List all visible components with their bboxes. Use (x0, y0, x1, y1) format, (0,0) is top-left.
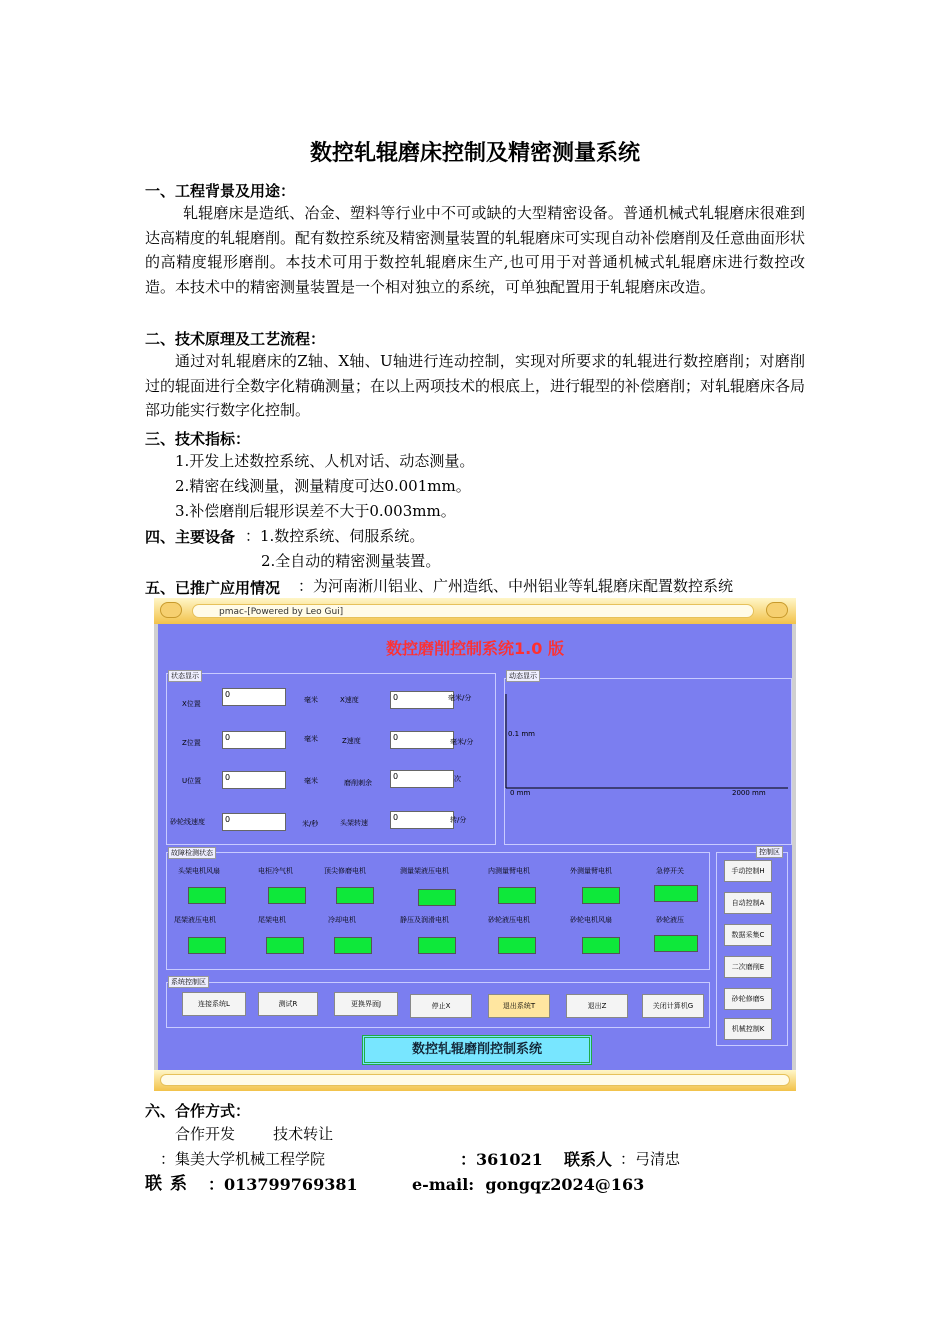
unit-label: 毫米 (304, 735, 318, 743)
fault-label: 砂轮液压电机 (488, 916, 530, 924)
data-collect-button[interactable]: 数据采集C (724, 924, 772, 946)
unit-label: 转/分 (450, 816, 467, 824)
fault-label: 测量架液压电机 (400, 867, 449, 875)
status-led (188, 887, 226, 904)
z-speed-field[interactable]: 0 (390, 731, 454, 749)
fault-label: 砂轮液压 (656, 916, 684, 924)
grind-remaining-label: 磨削刺余 (344, 779, 372, 787)
right-edge (792, 624, 796, 1091)
status-led (498, 937, 536, 954)
status-led (266, 937, 304, 954)
x-speed-field[interactable]: 0 (390, 691, 454, 709)
spec-item: 1.开发上述数控系统、人机对话、动态测量。 (175, 452, 475, 470)
status-group-label: 状态显示 (168, 670, 202, 682)
mechanical-control-button[interactable]: 机械控制K (724, 1018, 772, 1040)
status-led (268, 887, 306, 904)
wheel-speed-label: 砂轮线速度 (170, 818, 205, 826)
fault-label: 内测量臂电机 (488, 867, 530, 875)
x-position-label: X位置 (182, 700, 201, 708)
section-1-body: 轧辊磨床是造纸、冶金、塑料等行业中不可或缺的大型精密设备。普通机械式轧辊磨床很难到达高精度的轧辊磨削。配有数控系统及精密测量装置的轧辊磨床可实现自动补偿磨削及任意曲面形状的高精度辊形磨削。本技术可用于数控轧辊磨床生产,也可用于对普通机械式轧辊磨床进行数控改造。本技术中的精密测量装置是一个相对独立的系统，可单独配置用于轧辊磨床改造。 (145, 204, 806, 296)
fault-label: 静压及润滑电机 (400, 916, 449, 924)
contact-email: e-mail: gongqz2024@163 (412, 1175, 645, 1194)
wheel-speed-field[interactable]: 0 (222, 813, 286, 831)
contact-address: ：集美大学机械工程学院 (160, 1150, 326, 1168)
status-led (334, 937, 372, 954)
section-6-body: 合作开发 技术转让 (175, 1125, 334, 1143)
u-position-field[interactable]: 0 (222, 771, 286, 789)
fault-group-label: 故障检测状态 (168, 847, 216, 859)
plot-y-label: 0.1 mm (508, 730, 535, 738)
status-led (654, 935, 698, 952)
test-button[interactable]: 测试R (258, 992, 318, 1016)
contact-label: 联系 (145, 1174, 195, 1194)
status-led (188, 937, 226, 954)
manual-control-button[interactable]: 手动控制H (724, 860, 772, 882)
status-bar (154, 1070, 796, 1091)
page-title: 数控轧辊磨床控制及精密测量系统 (309, 141, 640, 166)
status-led (498, 887, 536, 904)
second-grind-button[interactable]: 二次磨削E (724, 956, 772, 978)
unit-label: 毫米 (304, 777, 318, 785)
system-control-label: 系统控制区 (168, 976, 209, 988)
x-speed-label: X速度 (340, 696, 359, 704)
app-screenshot (154, 598, 796, 1091)
connect-system-button[interactable]: 连接系统L (182, 992, 246, 1016)
x-position-field[interactable]: 0 (222, 688, 286, 706)
equipment-item: 2.全自动的精密测量装置。 (261, 552, 441, 570)
section-5-body: ：为河南淅川铝业、广州造纸、中州铝业等轧辊磨床配置数控系统 (298, 577, 734, 595)
status-led (654, 885, 698, 902)
wheel-dress-button[interactable]: 砂轮修磨S (724, 988, 772, 1010)
spec-item: 3.补偿磨削后辊形误差不大于0.003mm。 (175, 502, 456, 520)
fault-label: 尾架电机 (258, 916, 286, 924)
fault-label: 外测量臂电机 (570, 867, 612, 875)
status-bar-inner (160, 1074, 790, 1086)
close-icon[interactable] (766, 602, 788, 618)
fault-label: 冷却电机 (328, 916, 356, 924)
headstock-speed-label: 头架转速 (340, 819, 368, 827)
unit-label: 米/秒 (302, 820, 319, 828)
fault-label: 砂轮电机风扇 (570, 916, 612, 924)
contact-person-label: 联系人 (564, 1150, 613, 1169)
section-1-heading: 一、工程背景及用途： (145, 182, 296, 200)
status-led (418, 937, 456, 954)
stop-button[interactable]: 停止X (410, 994, 472, 1018)
fault-label: 头架电机风扇 (178, 867, 220, 875)
contact-person: ：弓清忠 (620, 1150, 681, 1168)
app-title: 数控磨削控制系统1.0 版 (386, 639, 564, 658)
exit-button[interactable]: 退出Z (566, 994, 628, 1018)
fault-label: 电柜冷气机 (258, 867, 293, 875)
fault-label: 顶尖修磨电机 (324, 867, 366, 875)
grind-remaining-field[interactable]: 0 (390, 770, 454, 788)
window-titlebar (154, 598, 796, 624)
unit-label: 次 (454, 775, 461, 783)
plot-x-start: 0 mm (510, 789, 531, 797)
auto-control-button[interactable]: 自动控制A (724, 892, 772, 914)
exit-system-button[interactable]: 退出系统T (488, 994, 550, 1018)
fault-label: 尾架液压电机 (174, 916, 216, 924)
unit-label: 毫米/分 (448, 694, 472, 702)
spec-item: 2.精密在线测量，测量精度可达0.001mm。 (175, 477, 471, 495)
z-position-field[interactable]: 0 (222, 731, 286, 749)
window-menu-icon[interactable] (160, 602, 182, 618)
unit-label: 毫米/分 (450, 738, 474, 746)
dynamic-group-label: 动态显示 (506, 670, 540, 682)
status-led (418, 889, 456, 906)
control-area-label: 控制区 (756, 846, 783, 858)
plot-x-end: 2000 mm (732, 789, 766, 797)
section-2-body: 通过对轧辊磨床的Z轴、X轴、U轴进行连动控制，实现对所要求的轧辊进行数控磨削；对磨削过的辊面进行全数字化精确测量；在以上两项技术的根底上，进行辊型的补偿磨削；对轧辊磨床各局部功能实行数字化控制。 (145, 352, 806, 419)
left-edge (154, 624, 158, 1091)
contact-postcode: ：361021 (460, 1150, 543, 1169)
window-title: pmac-[Powered by Leo Gui] (192, 604, 754, 618)
unit-label: 毫米 (304, 696, 318, 704)
status-led (582, 887, 620, 904)
fault-label: 急停开关 (656, 867, 684, 875)
dynamic-plot (504, 678, 792, 845)
section-5-heading: 五、已推广应用情况 (145, 579, 281, 597)
app-banner: 数控轧辊磨削控制系统 (362, 1035, 592, 1065)
z-speed-label: Z速度 (342, 737, 361, 745)
z-position-label: Z位置 (182, 739, 201, 747)
headstock-speed-field[interactable]: 0 (390, 811, 454, 829)
contact-phone: ：013799769381 (208, 1175, 358, 1194)
status-led (336, 887, 374, 904)
equipment-item: ：1.数控系统、伺服系统。 (245, 527, 425, 545)
section-6-heading: 六、合作方式： (145, 1102, 251, 1120)
status-led (582, 937, 620, 954)
switch-interface-button[interactable]: 更换界面J (334, 992, 398, 1016)
shutdown-button[interactable]: 关闭计算机G (642, 994, 704, 1018)
section-2-heading: 二、技术原理及工艺流程： (145, 330, 326, 348)
section-3-heading: 三、技术指标： (145, 430, 251, 448)
section-4-heading: 四、主要设备 (145, 528, 236, 546)
u-position-label: U位置 (182, 777, 202, 785)
